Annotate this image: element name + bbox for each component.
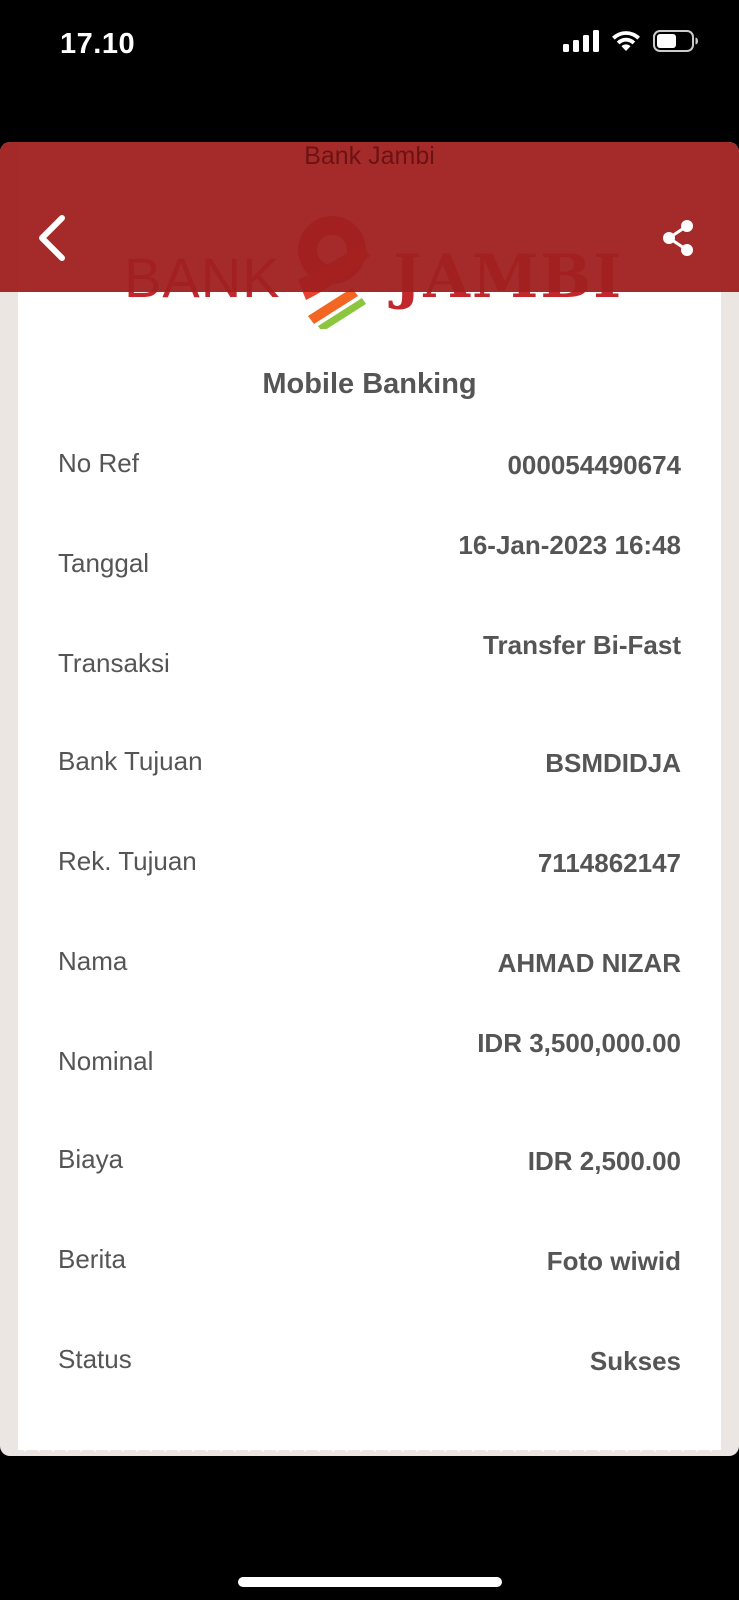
receipt-row-bank-tujuan [58,746,681,806]
row-value: IDR 2,500.00 [527,1146,681,1176]
row-value: IDR 3,500,000.00 [477,1028,681,1058]
row-label: Nominal [58,1046,154,1076]
row-value: 7114862147 [537,848,681,878]
back-button[interactable] [30,208,80,268]
row-label: No Ref [58,448,139,478]
row-label: Rek. Tujuan [58,846,197,876]
share-button[interactable] [659,218,699,258]
row-value: Foto wiwid [546,1246,681,1276]
app-header [0,142,739,292]
row-value: 16-Jan-2023 16:48 [458,530,681,560]
receipt-row-berita [58,1244,681,1304]
row-value: Transfer Bi-Fast [483,630,681,660]
receipt-row-nominal [58,1030,681,1090]
receipt-row-no-ref [58,448,681,508]
receipt-row-biaya [58,1144,681,1204]
receipt-sheet [0,142,739,1456]
row-label: Transaksi [58,648,170,678]
receipt-title: Mobile Banking [262,368,477,400]
row-value: 000054490674 [507,450,681,480]
share-icon [659,218,699,258]
row-label: Nama [58,946,128,976]
status-time: 17.10 [60,28,136,60]
row-label: Status [58,1344,132,1374]
row-value: AHMAD NIZAR [497,948,681,978]
receipt-zigzag-edge [18,1442,721,1456]
signal-icon [563,30,599,52]
receipt-row-status [58,1344,681,1404]
status-icons [563,30,699,52]
receipt-row-transaksi [58,632,681,692]
receipt-row-tanggal [58,532,681,592]
row-value: Sukses [589,1346,681,1376]
receipt-row-rek-tujuan [58,846,681,906]
row-label: Berita [58,1244,126,1274]
row-label: Biaya [58,1144,124,1174]
row-label: Bank Tujuan [58,746,203,776]
battery-icon [653,30,699,52]
row-label: Tanggal [58,548,150,578]
chevron-left-icon [30,208,80,268]
wifi-icon [611,30,641,52]
status-bar [0,0,739,90]
header-title: Bank Jambi [304,142,435,170]
receipt-row-nama [58,946,681,1006]
row-value: BSMDIDJA [545,748,681,778]
home-indicator[interactable] [238,1577,502,1587]
